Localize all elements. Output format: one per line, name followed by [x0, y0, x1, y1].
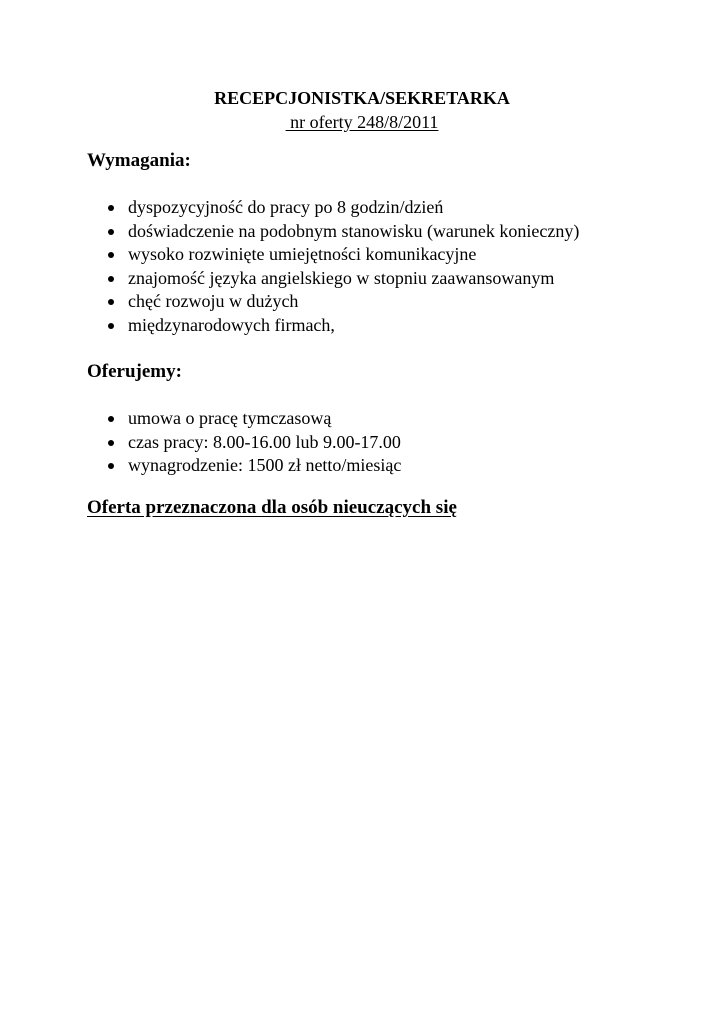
requirements-heading: Wymagania: [87, 150, 191, 171]
list-item [87, 220, 579, 244]
list-item [87, 314, 579, 338]
list-item [87, 431, 401, 455]
list-item-text: wysoko rozwinięte umiejętności komunikacyjne [128, 244, 477, 264]
bullet-icon [108, 205, 114, 211]
list-item-text: umowa o pracę tymczasową [128, 408, 332, 428]
list-item-text: międzynarodowych firmach, [128, 314, 335, 335]
bullet-icon [108, 416, 114, 422]
bullet-icon [108, 276, 114, 282]
list-item-text: wynagrodzenie: 1500 zł netto/miesiąc [128, 455, 402, 475]
list-item [87, 196, 579, 220]
list-item [87, 454, 401, 478]
list-item-text: doświadczenie na podobnym stanowisku (warunek konieczny) [128, 220, 580, 241]
bullet-icon [108, 229, 114, 235]
offer-heading: Oferujemy: [87, 361, 182, 382]
list-item [87, 290, 579, 314]
list-item [87, 243, 579, 267]
list-item-text: znajomość języka angielskiego w stopniu zaawansowanym [128, 267, 555, 288]
list-item-text: dyspozycyjność do pracy po 8 godzin/dzień [128, 197, 444, 217]
bullet-icon [108, 440, 114, 446]
list-item [87, 267, 579, 291]
requirements-list [87, 196, 579, 337]
list-item-text: czas pracy: 8.00-16.00 lub 9.00-17.00 [128, 431, 401, 452]
bullet-icon [108, 299, 114, 305]
offer-list [87, 407, 401, 478]
bullet-icon [108, 463, 114, 469]
target-audience-note: Oferta przeznaczona dla osób nieuczących się [87, 497, 457, 518]
bullet-icon [108, 252, 114, 258]
bullet-icon [108, 323, 114, 329]
list-item-text: chęć rozwoju w dużych [128, 291, 299, 311]
job-title: RECEPCJONISTKA/SEKRETARKA [214, 88, 510, 108]
list-item [87, 407, 401, 431]
offer-number: nr oferty 248/8/2011 [285, 112, 439, 132]
